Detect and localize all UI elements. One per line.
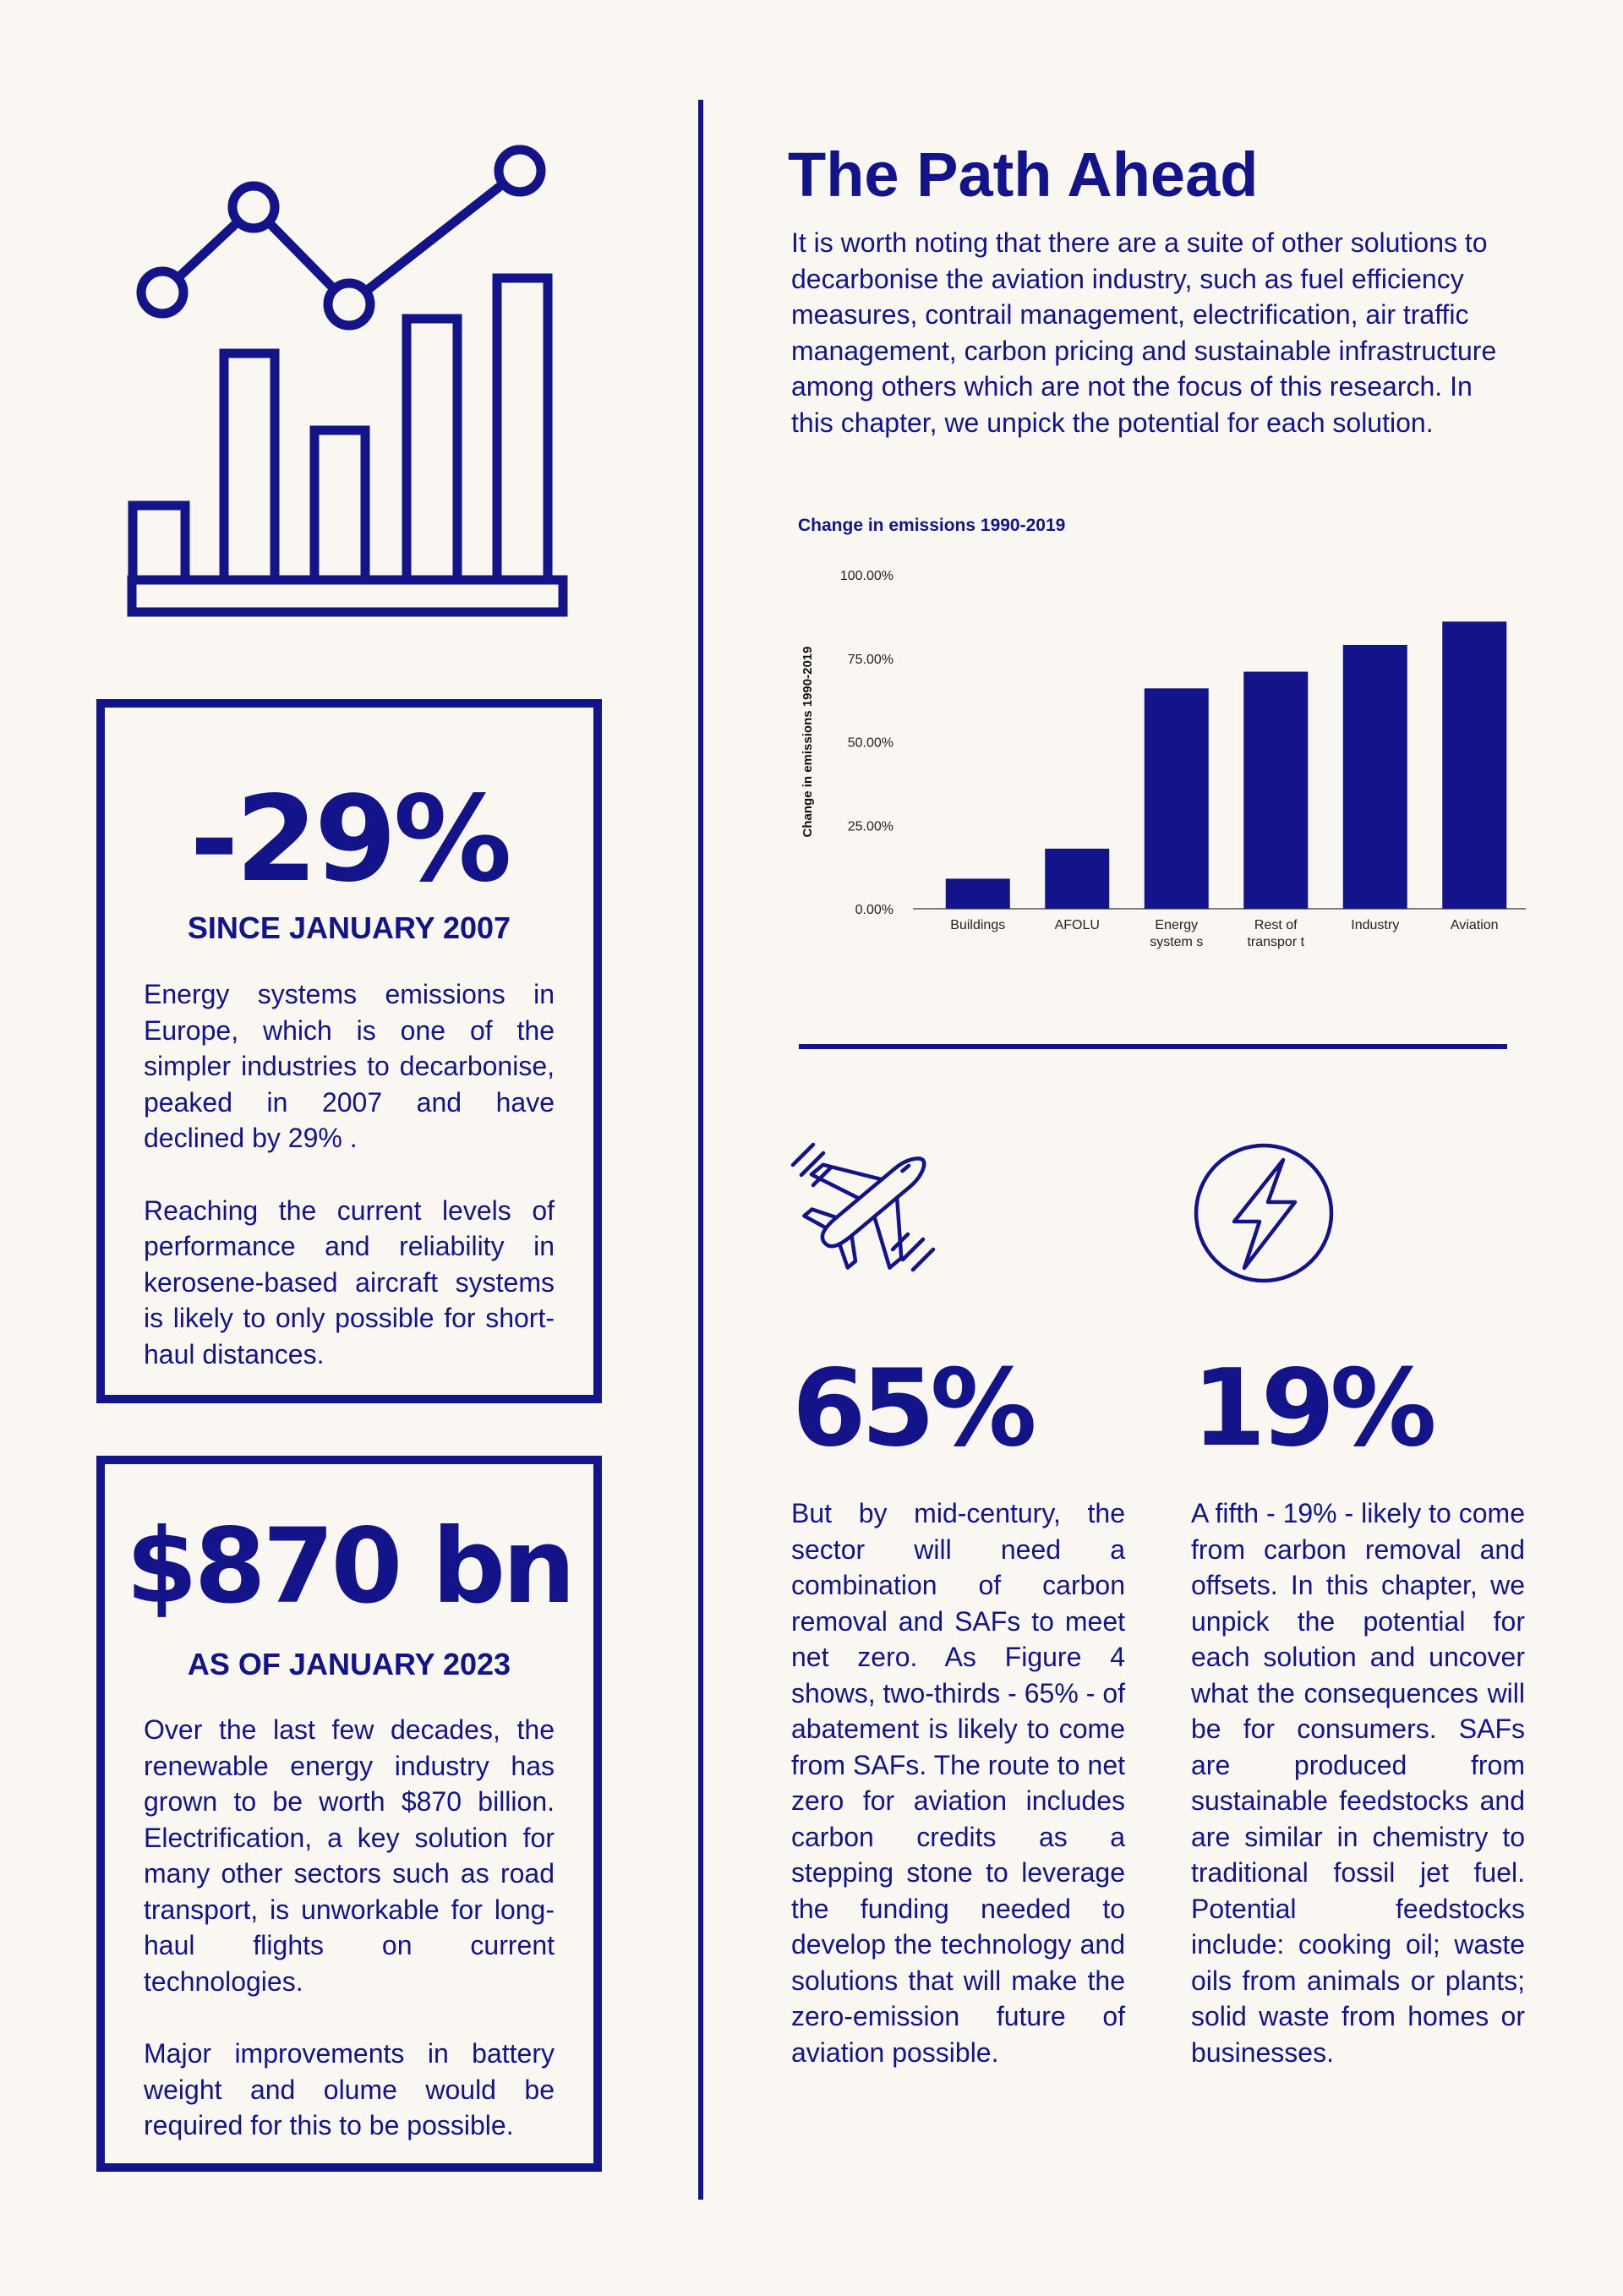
stat-value: $870 bn bbox=[125, 1506, 573, 1626]
paragraph: Reaching the current levels of performance and reliability in kerosene-based aircraft systems is likely to only possible for short-haul distances. bbox=[144, 1194, 555, 1369]
intro-paragraph: It is worth noting that there are a suite of other solutions to decarbonise the aviation industry, such as fuel efficiency measures, contrail management, electrification, air traffic management, carbon pricing and sustainable infrastructure among others which are not the focus of this research. In this chapter, we unpick the potential for each solution. bbox=[791, 227, 1497, 438]
stat-description-19: A fifth - 19% - likely to come from carbon removal and offsets. In this chapter, we unpick the potential for each solution and uncover what the consequences will be for consumers. SAFs are produced from sustainable feedstocks and are similar in chemistry to traditional fossil jet fuel. Potential feedstocks include: cooking oil; waste oils from animals or plants; solid waste from homes or businesses. bbox=[1191, 1498, 1525, 2068]
page-title: The Path Ahead bbox=[788, 139, 1259, 210]
stat-description bbox=[144, 1712, 555, 2144]
x-tick-label: Energy bbox=[1155, 918, 1199, 932]
stat-value-19: 19% bbox=[1192, 1346, 1432, 1470]
y-axis-label: Change in emissions 1990-2019 bbox=[801, 646, 815, 838]
paragraph: Energy systems emissions in Europe, which is one of the simpler industries to decarbonise, peaked in 2007 and have declined by 29% . bbox=[144, 979, 555, 1153]
stat-description-65: But by mid-century, the sector will need a combination of carbon removal and SAFs to meet net zero. As Figure 4 shows, two-thirds - 65% - of abatement is likely to come from SAFs. The route to net zero for aviation includes carbon credits as a stepping stone to leverage the funding needed to develop the technology and solutions that will make the zero-emission future of aviation possible. bbox=[791, 1498, 1125, 2068]
stat-box-renewable-industry bbox=[96, 1456, 602, 2172]
x-tick-label: transpor t bbox=[1247, 935, 1305, 949]
stat-subtitle: AS OF JANUARY 2023 bbox=[187, 1647, 511, 1681]
y-tick-label: 25.00% bbox=[847, 819, 893, 834]
x-tick-label: Buildings bbox=[950, 918, 1006, 932]
stat-subtitle: SINCE JANUARY 2007 bbox=[187, 910, 511, 945]
y-tick-label: 100.00% bbox=[839, 569, 893, 583]
bar bbox=[1145, 688, 1209, 909]
bar bbox=[946, 878, 1010, 909]
bar bbox=[1343, 645, 1407, 909]
emissions-bar-chart bbox=[786, 558, 1530, 955]
horizontal-divider bbox=[799, 1044, 1507, 1049]
stat-value-65: 65% bbox=[792, 1346, 1032, 1470]
y-tick-label: 75.00% bbox=[847, 652, 893, 667]
vertical-divider bbox=[698, 100, 703, 2200]
airplane-icon bbox=[784, 1124, 954, 1276]
paragraph: Major improvements in battery weight and olume would be required for this to be possible. bbox=[144, 2038, 555, 2140]
y-tick-label: 50.00% bbox=[847, 735, 893, 751]
stat-description bbox=[144, 976, 555, 1372]
x-tick-label: system s bbox=[1150, 935, 1204, 949]
bar bbox=[1045, 849, 1109, 909]
y-tick-label: 0.00% bbox=[855, 903, 893, 917]
lightning-bolt-icon bbox=[1192, 1141, 1336, 1285]
paragraph: Over the last few decades, the renewable energy industry has grown to be worth $870 billion. Electrification, a key solution for many other sectors such as road transport, is unworkable for long-haul flights on current technologies. bbox=[144, 1714, 555, 1997]
bar bbox=[1243, 672, 1308, 909]
bar-chart-growth-icon bbox=[110, 135, 583, 626]
x-tick-label: Aviation bbox=[1450, 918, 1499, 932]
x-tick-label: Rest of bbox=[1254, 918, 1298, 932]
chart-title: Change in emissions 1990-2019 bbox=[798, 516, 1066, 535]
x-tick-label: Industry bbox=[1351, 918, 1400, 932]
bar bbox=[1442, 621, 1506, 909]
stat-box-energy-emissions bbox=[96, 699, 602, 1403]
stat-value: -29% bbox=[189, 771, 509, 909]
x-tick-label: AFOLU bbox=[1054, 918, 1100, 932]
